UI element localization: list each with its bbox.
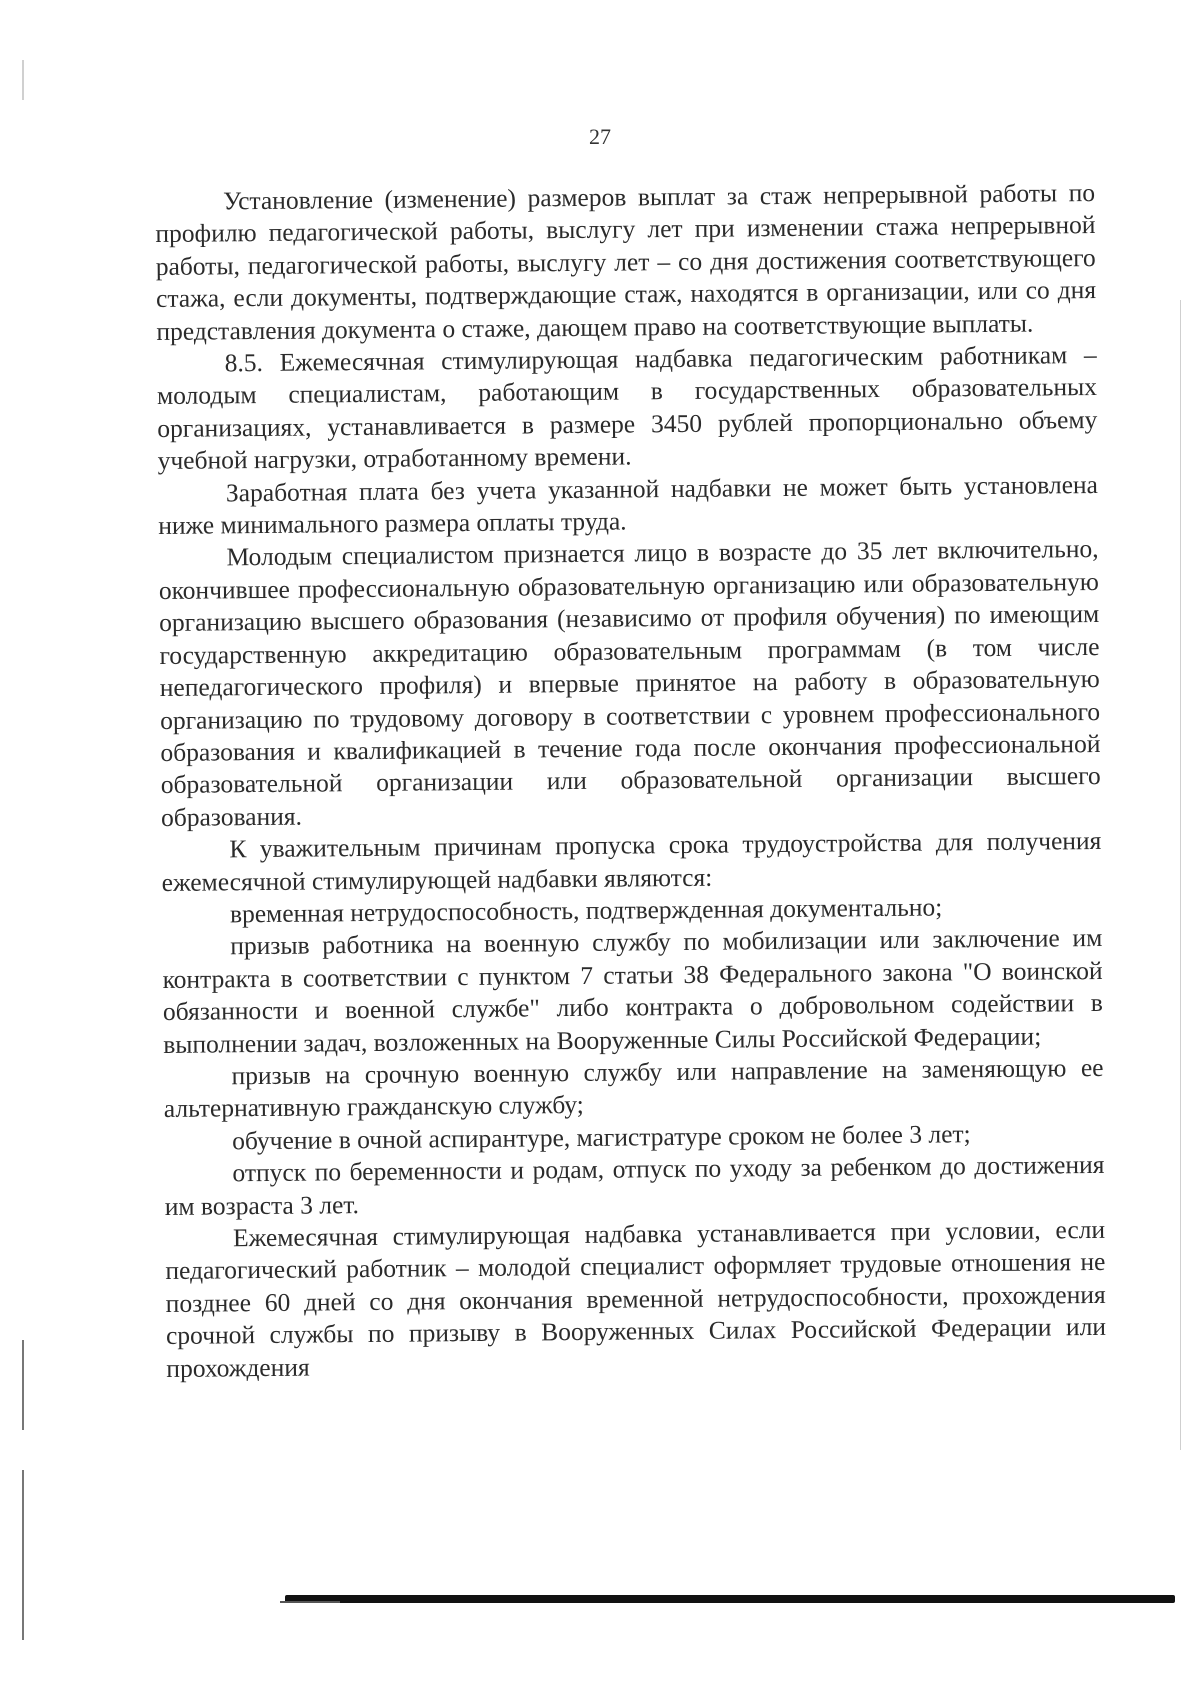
scan-edge-mark-top — [22, 60, 24, 100]
list-item-maternity-leave: отпуск по беременности и родам, отпуск по уходу за ребенком до достижения им возраста 3 лет. — [164, 1150, 1105, 1221]
list-item-postgraduate-study: обучение в очной аспирантуре, магистратуре сроком не более 3 лет; — [232, 1118, 971, 1156]
scan-edge-mark-bottom — [22, 1470, 24, 1640]
page-number: 27 — [589, 124, 611, 149]
list-item-disability: временная нетрудоспособность, подтвержденная документально; — [229, 892, 943, 929]
paragraph-valid-reasons-intro: К уважительным причинам пропуска срока трудоустройства для получения ежемесячной стимулирующей надбавки являются: — [161, 826, 1102, 897]
scan-bottom-bar — [285, 1595, 1175, 1603]
document-body — [155, 177, 1106, 1385]
list-item-military-service: призыв на срочную военную службу или направление на заменяющую ее альтернативную гражданскую службу; — [163, 1052, 1104, 1124]
paragraph-minimum-wage: Заработная плата без учета указанной надбавки не может быть установлена ниже минимального размера оплаты труда. — [158, 469, 1099, 541]
paragraph-stage-payments: Установление (изменение) размеров выплат за стаж непрерывной работы по профилю педагогической работы, выслугу лет при изменении стажа непрерывной работы, педагогической работы, выслугу лет – со дня достижения соответствующего стажа, если документы, подтверждающие стаж, находятся в организации, или со дня представления документа о стаже, дающем право на соответствующие выплаты. — [155, 177, 1097, 346]
paragraph-8-5-bonus: 8.5. Ежемесячная стимулирующая надбавка педагогическим работникам – молодым специалистам, работающим в государственных образовательных организациях, устанавливается в размере 3450 рублей пропорционально объему учебной нагрузки, отработанному времени. — [156, 340, 1098, 476]
paragraph-bonus-conditions: Ежемесячная стимулирующая надбавка устанавливается при условии, если педагогический работник – молодой специалист оформляет трудовые отношения не позднее 60 дней со дня окончания временной нетрудоспособности, прохождения срочной службы по призыву в Вооруженных Силах Российской Федерации или прохождения — [165, 1214, 1107, 1383]
paragraph-young-specialist-definition: Молодым специалистом признается лицо в возрасте до 35 лет включительно, окончившее профессиональную образовательную организацию или образовательную организацию высшего образования (независимо от профиля обучения) по имеющим государственную аккредитацию образовательным программам (в том числе непедагогического профиля) и впервые принятое на работу в образовательную организацию по трудовому договору в соответствии с уровнем профессионального образования и квалификацией в течение года после окончания профессиональной образовательной организации или образовательной организации высшего образования. — [158, 534, 1101, 832]
scan-bottom-bar-tail — [280, 1601, 340, 1603]
scan-edge-mark-middle — [22, 1340, 24, 1430]
list-item-mobilization: призыв работника на военную службу по мобилизации или заключение им контракта в соответствии с пунктом 7 статьи 38 Федерального закона "О воинской обязанности и военной службе" либо контракта о добровольном содействии в выполнении задач, возложенных на Вооруженные Силы Российской Федерации; — [162, 923, 1104, 1059]
scan-edge-mark-right — [1180, 300, 1181, 1450]
